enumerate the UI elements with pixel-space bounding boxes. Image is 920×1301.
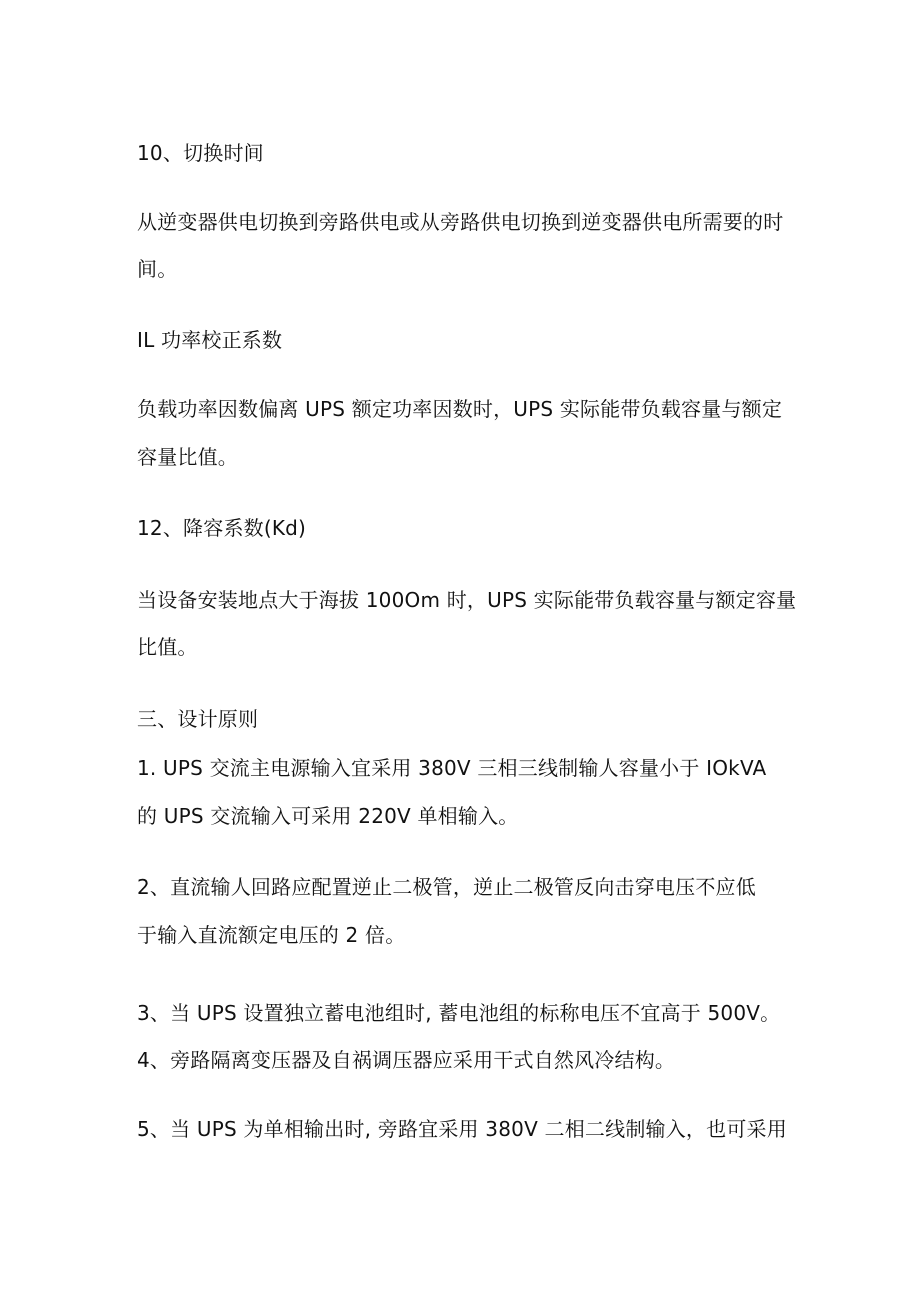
paragraph-switch-time-line-1: 从逆变器供电切换到旁路供电或从旁路供电切换到逆变器供电所需要的时 [137,210,784,234]
heading-power-correction-factor: IL 功率校正系数 [137,328,283,352]
principle-4: 4、旁路隔离变压器及自祸调压器应采用干式自然风冷结构。 [137,1048,676,1072]
paragraph-power-correction-line-1: 负载功率因数偏离 UPS 额定功率因数时，UPS 实际能带负载容量与额定 [137,397,783,421]
principle-1-line-2: 的 UPS 交流输入可采用 220V 单相输入。 [137,804,519,828]
paragraph-derating-line-1: 当设备安装地点大于海拔 100Om 时，UPS 实际能带负载容量与额定容量 [137,588,797,612]
principle-1-line-1: 1. UPS 交流主电源输入宜采用 380V 三相三线制输人容量小于 IOkVA [137,756,767,780]
principle-3: 3、当 UPS 设置独立蓄电池组时, 蓄电池组的标称电压不宜高于 500V。 [137,1001,781,1025]
heading-design-principles: 三、设计原则 [137,707,259,731]
heading-derating-factor: 12、降容系数(Kd) [137,516,307,540]
heading-switch-time: 10、切换时间 [137,141,264,165]
paragraph-derating-line-2: 比值。 [137,635,198,659]
principle-2-line-2: 于输入直流额定电压的 2 倍。 [137,923,406,947]
principle-5-line-1: 5、当 UPS 为单相输出时, 旁路宜采用 380V 二相二线制输入，也可采用 [137,1117,787,1141]
paragraph-switch-time-line-2: 间。 [137,257,178,281]
principle-2-line-1: 2、直流输人回路应配置逆止二极管，逆止二极管反向击穿电压不应低 [137,875,756,899]
paragraph-power-correction-line-2: 容量比值。 [137,445,238,469]
